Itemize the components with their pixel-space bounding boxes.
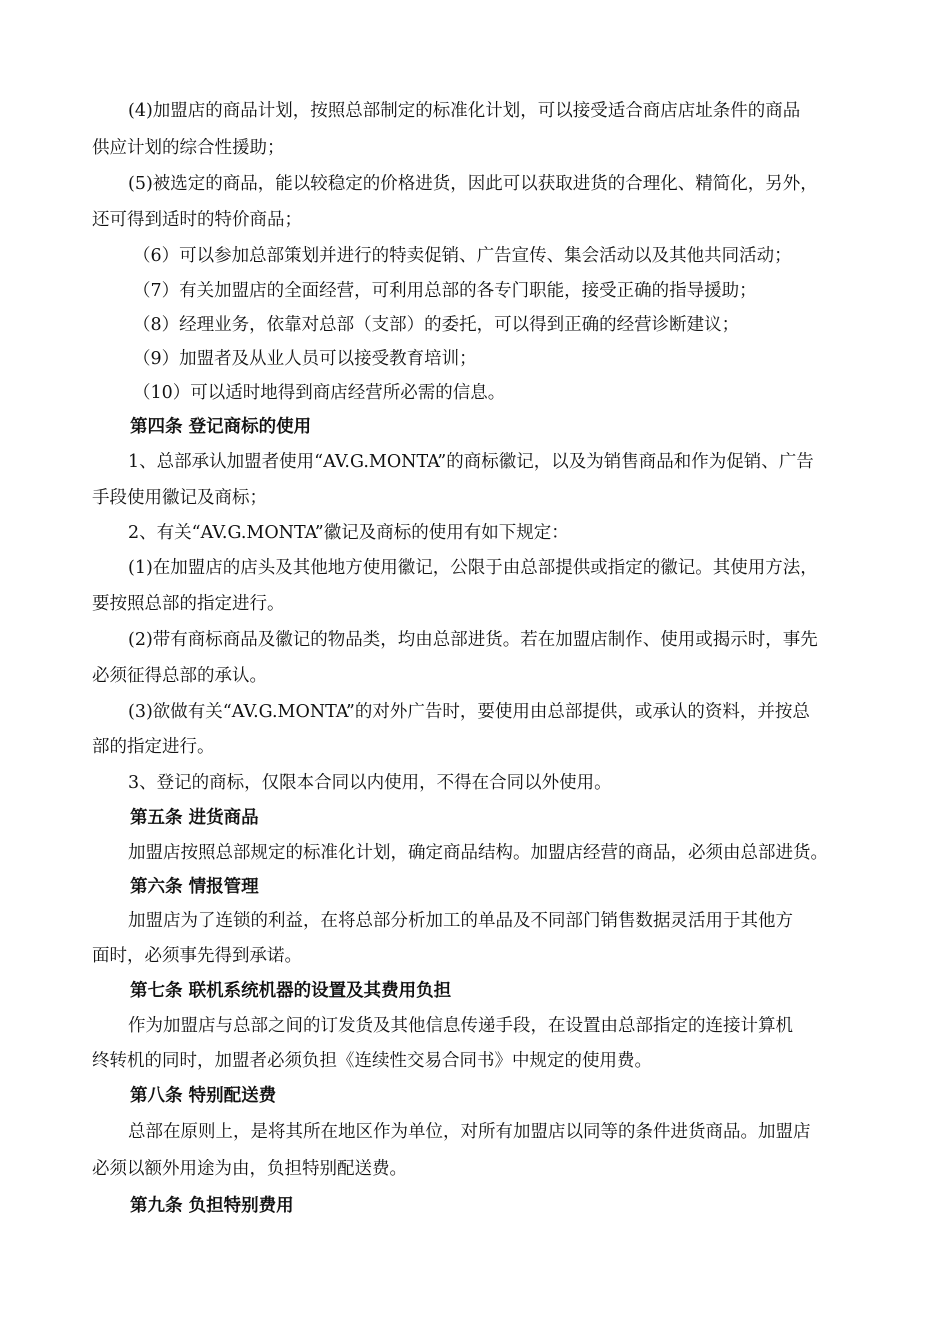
paragraph-line: 要按照总部的指定进行。 [92,594,285,614]
article-heading: 第五条 进货商品 [130,808,259,828]
paragraph-line: 部的指定进行。 [92,737,215,757]
paragraph-line: 3、登记的商标，仅限本合同以内使用，不得在合同以外使用。 [128,773,612,793]
paragraph-line: (1)在加盟店的店头及其他地方使用徽记，公限于由总部提供或指定的徽记。其使用方法， [128,558,818,578]
paragraph-line: 供应计划的综合性援助； [92,138,285,158]
paragraph-line: （6）可以参加总部策划并进行的特卖促销、广告宣传、集会活动以及其他共同活动； [133,246,792,266]
paragraph-line: (3)欲做有关“AV.G.MONTA”的对外广告时，要使用由总部提供，或承认的资料，并按总 [128,702,810,722]
paragraph-line: 加盟店为了连锁的利益，在将总部分析加工的单品及不同部门销售数据灵活用于其他方 [128,911,793,931]
article-heading: 第八条 特别配送费 [130,1086,277,1106]
paragraph-line: 总部在原则上，是将其所在地区作为单位，对所有加盟店以同等的条件进货商品。加盟店 [128,1122,811,1142]
article-heading: 第四条 登记商标的使用 [130,417,312,437]
paragraph-line: 必须以额外用途为由，负担特别配送费。 [92,1159,407,1179]
paragraph-line: 手段使用徽记及商标； [92,488,267,508]
paragraph-line: 必须征得总部的承认。 [92,666,267,686]
paragraph-line: （10）可以适时地得到商店经营所必需的信息。 [133,383,506,403]
paragraph-line: 作为加盟店与总部之间的订发货及其他信息传递手段，在设置由总部指定的连接计算机 [128,1016,793,1036]
paragraph-line: （8）经理业务，依靠对总部（支部）的委托，可以得到正确的经营诊断建议； [133,315,740,335]
article-heading: 第六条 情报管理 [130,877,259,897]
article-heading: 第七条 联机系统机器的设置及其费用负担 [130,981,452,1001]
paragraph-line: （7）有关加盟店的全面经营，可利用总部的各专门职能，接受正确的指导援助； [133,281,757,301]
paragraph-line: (4)加盟店的商品计划，按照总部制定的标准化计划，可以接受适合商店店址条件的商品 [128,101,801,121]
paragraph-line: 还可得到适时的特价商品； [92,210,302,230]
paragraph-line: (5)被选定的商品，能以较稳定的价格进货，因此可以获取进货的合理化、精简化，另外， [128,174,818,194]
article-heading: 第九条 负担特别费用 [130,1196,294,1216]
paragraph-line: 1、总部承认加盟者使用“AV.G.MONTA”的商标徽记，以及为销售商品和作为促销、广告 [128,452,814,472]
paragraph-line: 2、有关“AV.G.MONTA”徽记及商标的使用有如下规定： [128,523,569,543]
paragraph-line: 面时，必须事先得到承诺。 [92,946,302,966]
paragraph-line: 终转机的同时，加盟者必须负担《连续性交易合同书》中规定的使用费。 [92,1051,652,1071]
paragraph-line: 加盟店按照总部规定的标准化计划，确定商品结构。加盟店经营的商品，必须由总部进货。 [128,843,828,863]
paragraph-line: (2)带有商标商品及徽记的物品类，均由总部进货。若在加盟店制作、使用或揭示时，事先 [128,630,818,650]
paragraph-line: （9）加盟者及从业人员可以接受教育培训； [133,349,477,369]
